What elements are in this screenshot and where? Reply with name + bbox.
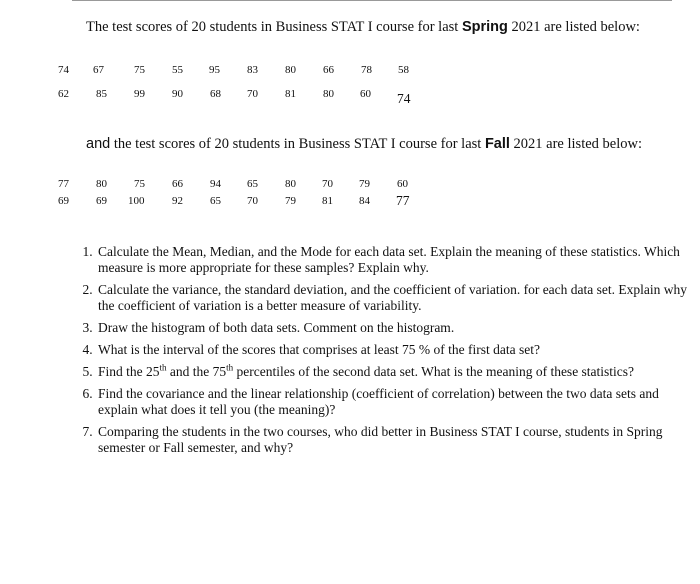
fall-term: Fall: [484, 136, 510, 152]
question-text: Draw the histogram of both data sets. Comment on the histogram.: [98, 320, 455, 335]
question-text: What is the interval of the scores that comprises at least 75 % of the first data set?: [98, 342, 540, 357]
fall-intro-before: the test scores of 20 students in Business STAT I course for last: [110, 136, 485, 152]
fall-score: 60: [397, 178, 408, 190]
fall-score: 84: [359, 195, 370, 207]
question-list: [58, 244, 696, 462]
spring-score: 70: [247, 88, 258, 100]
fall-intro: [86, 136, 642, 153]
question-item: [96, 244, 696, 276]
question-text-part: and the 75: [166, 364, 227, 379]
spring-score: 83: [247, 64, 258, 76]
question-item: [96, 386, 696, 418]
fall-score: 79: [285, 195, 296, 207]
spring-score: 67: [93, 64, 104, 76]
spring-term: Spring: [461, 19, 508, 35]
question-item: [96, 424, 696, 456]
fall-score: 65: [247, 178, 258, 190]
spring-score: 99: [134, 88, 145, 100]
spring-score: 55: [172, 64, 183, 76]
fall-score: 69: [58, 195, 69, 207]
spring-score: 68: [210, 88, 221, 100]
fall-score: 92: [172, 195, 183, 207]
fall-score: 77: [58, 178, 69, 190]
spring-score: 95: [209, 64, 220, 76]
question-text: Calculate the Mean, Median, and the Mode for each data set. Explain the meaning of these statistics. Which measure is more appropriate for these samples? Explain why.: [98, 244, 680, 275]
spring-score: 60: [360, 88, 371, 100]
fall-score: 70: [322, 178, 333, 190]
fall-score: 94: [210, 178, 221, 190]
question-text: Comparing the students in the two courses, who did better in Business STAT I course, students in Spring semester or Fall semester, and why?: [98, 424, 663, 455]
spring-score: 80: [323, 88, 334, 100]
spring-score: 80: [285, 64, 296, 76]
spring-score: 90: [172, 88, 183, 100]
fall-score: 75: [134, 178, 145, 190]
fall-score: 66: [172, 178, 183, 190]
spring-score: 78: [361, 64, 372, 76]
fall-score: 77: [396, 193, 410, 208]
spring-intro: [86, 19, 640, 36]
spring-score: 62: [58, 88, 69, 100]
fall-score: 80: [96, 178, 107, 190]
spring-score: 74: [58, 64, 69, 76]
ordinal-suffix: th: [159, 362, 167, 373]
spring-intro-after: 2021 are listed below:: [507, 19, 640, 35]
spring-score: 74: [397, 91, 411, 106]
question-item: [96, 342, 696, 358]
spring-score: 75: [134, 64, 145, 76]
question-item: [96, 282, 696, 314]
fall-score: 70: [247, 195, 258, 207]
fall-score: 80: [285, 178, 296, 190]
fall-score: 69: [96, 195, 107, 207]
spring-score: 85: [96, 88, 107, 100]
fall-score: 79: [359, 178, 370, 190]
question-text: Find the covariance and the linear relationship (coefficient of correlation) between the two data sets and explain what does it tell you (the meaning)?: [98, 386, 659, 417]
question-item: [96, 320, 696, 336]
question-text-part: Find the 25: [98, 364, 160, 379]
question-item: [96, 364, 696, 380]
ordinal-suffix: th: [226, 362, 234, 373]
fall-intro-after: 2021 are listed below:: [509, 136, 643, 152]
fall-score: 100: [128, 195, 145, 207]
fall-intro-lead: and: [86, 136, 111, 152]
question-text-part: percentiles of the second data set. What is the meaning of these statistics?: [233, 364, 635, 379]
spring-score: 66: [323, 64, 334, 76]
spring-intro-before: The test scores of 20 students in Business STAT I course for last: [86, 19, 462, 35]
spring-score: 58: [398, 64, 409, 76]
fall-score: 81: [322, 195, 333, 207]
fall-score: 65: [210, 195, 221, 207]
top-divider: [72, 0, 672, 1]
spring-score: 81: [285, 88, 296, 100]
question-text: Calculate the variance, the standard deviation, and the coefficient of variation. for each data set. Explain why the coefficient of variation is a better measure of variability.: [98, 282, 688, 313]
